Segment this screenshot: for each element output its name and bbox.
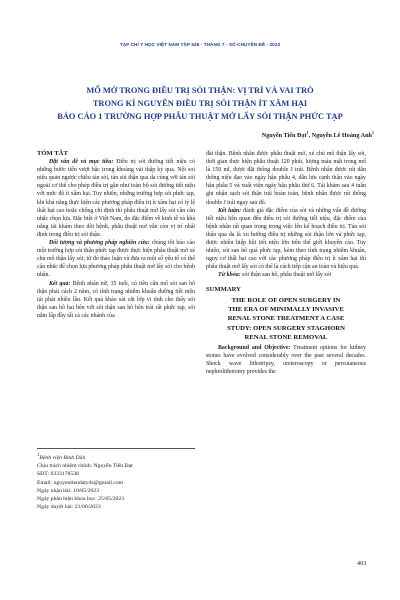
english-background-text: Treatment options for kidney stones have evolved considerably over the past several decades. Shock wave lithotripsy, ureteroscopy or percutaneous nephrolithotomy provides the bbox=[206, 344, 366, 375]
left-column bbox=[37, 150, 195, 320]
article-title bbox=[20, 84, 380, 123]
abstract-background-paragraph bbox=[37, 158, 195, 239]
keywords-text: sỏi thận san hô, phẫu thuật mở lấy sỏi bbox=[240, 272, 332, 279]
english-background-paragraph bbox=[206, 344, 366, 376]
english-title bbox=[206, 296, 366, 343]
keywords-paragraph bbox=[206, 271, 366, 279]
title-line-3: BÁO CÁO 1 TRƯỜNG HỢP PHẪU THUẬT MỞ LẤY SỎI THẬN PHỨC TẠP bbox=[57, 112, 343, 121]
conclusion-text: đánh giá đặc điểm của sỏi và những vấn đề đường tiết niệu liên quan đến điều trị sỏi đường tiết niệu, đặc điểm của bệnh nhân rất quan trọng trong việc lên kế hoạch điều trị. Tán sỏi thận qua da là xu hướng điều trị những sỏi thận lớn và phức tạp, được nhiều hiệp hội tiết niệu lớn trên thế giới khuyến cáo. Tuy nhiên, sỏi san hô quá phức tạp, kèm theo tình trạng nhiễm khuẩn, nguy cơ thất bại cao với các phương pháp điều trị ít xâm hại thì phẫu thuật mở lấy sỏi có thể là cách tiếp cận an toàn và hiệu quả. bbox=[206, 207, 367, 271]
results-continued-paragraph: đài thận. Bệnh nhân được phẫu thuật mở, xẻ chủ mô thận lấy sỏi, thời gian thực hiện phẫu thuật 120 phút, lượng máu mất trong mổ là 150 ml, được đặt thông double J trái. Bệnh nhân được rút dẫn thông niệu đạo vào ngày hậu phẫu 4, dẫn lưu cạnh thận vào ngày hậu phẫu 5 và xuất viện ngày hậu phẫu thứ 6. Tái khám sau 4 tuần ghi nhận sạch sỏi thận trái hoàn toàn, bệnh nhân được rút thông double J trái ngay sau đó. bbox=[206, 151, 366, 206]
accepted-date: Ngày duyệt bài: 21/06/2023 bbox=[37, 504, 101, 511]
author-1: Nguyễn Tiến Đạt bbox=[261, 132, 307, 140]
email-address: Email: nguyentiendatyds@gmail.com bbox=[37, 479, 124, 486]
journal-header: TẠP CHÍ Y HỌC VIỆT NAM TẬP 528 - THÁNG 7 - SỐ CHUYÊN ĐỀ - 2023 bbox=[119, 42, 281, 47]
abstract-heading: TÓM TẮT bbox=[37, 150, 68, 157]
author-list bbox=[262, 130, 374, 139]
methods-text: chúng tôi báo cáo một trường hợp sỏi thận phức tạp được thực hiện phẫu thuật mở xẻ chủ mô thận lấy sỏi; từ đó thảo luận và đưa ra một số yếu tố có thể cân nhắc để chọn lựa phương pháp phẫu thuật mở lấy sỏi cho bệnh nhân. bbox=[37, 240, 196, 279]
results-label: Kết quả: bbox=[49, 280, 71, 287]
right-column bbox=[206, 150, 366, 376]
affiliation-mark: 1 bbox=[37, 453, 40, 458]
page-number: 403 bbox=[357, 560, 367, 567]
received-date: Ngày nhận bài: 10/05/2023 bbox=[37, 487, 100, 494]
abstract-results-paragraph bbox=[37, 280, 195, 320]
english-title-line-4: STUDY: OPEN SURGERY STAGHORN bbox=[227, 324, 345, 332]
methods-label: Đối tượng và phương pháp nghiên cứu: bbox=[49, 240, 150, 247]
abstract-conclusion-paragraph bbox=[206, 207, 366, 272]
phone-number: SĐT: 0333178538 bbox=[37, 471, 79, 478]
author-2: Nguyễn Lê Hoàng Anh bbox=[311, 132, 372, 140]
abstract-methods-paragraph bbox=[37, 239, 195, 279]
review-date: Ngày phản biện khoa học: 25/05/2023 bbox=[37, 495, 125, 502]
affiliation-name: Bệnh viện Bình Dân bbox=[39, 454, 86, 461]
english-title-line-5: RENAL STONE REMOVAL bbox=[244, 334, 328, 342]
english-background-label: Background and Objective: bbox=[218, 344, 291, 351]
title-line-2: TRONG KỈ NGUYÊN ĐIỀU TRỊ SỎI THẬN ÍT XÂM HẠI bbox=[92, 99, 308, 108]
keywords-label: Từ khóa: bbox=[218, 272, 241, 279]
background-text: Điều trị sỏi đường tiết niệu có những bước tiến vượt bậc trong khoảng vài thập kỷ qua. Nội soi niệu quản ngược chiều tán sỏi, tán sỏi thận qua da cùng với tán sỏi ngoài cơ thể cho phép điều trị gần như toàn bộ sỏi đường tiết niệu với mức độ ít xâm hại. Tuy nhiên, những trường hợp sỏi phức tạp, khi khả năng thực hiện các phương pháp điều trị ít xâm hại có tỷ lệ thất bại cao hoặc chống chỉ định thì phẫu thuật mở lấy sỏi cần cân nhắc chọn lựa. Đặc biệt ở Việt Nam, do đặc điểm về kinh tế và khả năng tái khám theo dõi bệnh, phẫu thuật mở vẫn còn vị trí nhất định trong điều trị sỏi thận. bbox=[37, 159, 195, 238]
author-2-affiliation-mark: 1 bbox=[372, 130, 374, 135]
background-label: Đặt vấn đề và mục tiêu: bbox=[49, 159, 114, 166]
author-1-affiliation-mark: 1 bbox=[306, 130, 309, 135]
english-title-line-2: THE ERA OF MINIMALLY INVASIVE bbox=[228, 306, 344, 313]
conclusion-label: Kết luận: bbox=[218, 207, 242, 214]
english-title-line-3: RENAL STONE TREATMENT A CASE bbox=[227, 315, 345, 323]
title-line-1: MỔ MỞ TRONG ĐIỀU TRỊ SỎI THẬN: VỊ TRÍ VÀ VAI TRÒ bbox=[86, 86, 314, 95]
summary-heading: SUMMARY bbox=[206, 285, 241, 293]
footnote-affiliation bbox=[37, 452, 195, 462]
author-separator: , bbox=[308, 132, 312, 140]
corresponding-author: Chịu trách nhiệm chính: Nguyễn Tiến Đạt bbox=[37, 463, 133, 470]
results-text: Bệnh nhân nữ, 35 tuổi, có tiền căn mổ sỏi san hô thận phải cách 2 năm, có tình trạng nhiễm khuẩn đường tiết niệu tái phát nhiều lần. Kết quả khảo sát cắt lớp vi tính cho thấy sỏi thận san hô hai bên với sỏi thận san hô bên trái rất phức tạp, sỏi nằm lấp đầy tất cả các nhánh của bbox=[37, 280, 196, 319]
footnote bbox=[37, 448, 195, 511]
english-title-line-1: THE ROLE OF OPEN SURGERY IN bbox=[231, 296, 341, 304]
